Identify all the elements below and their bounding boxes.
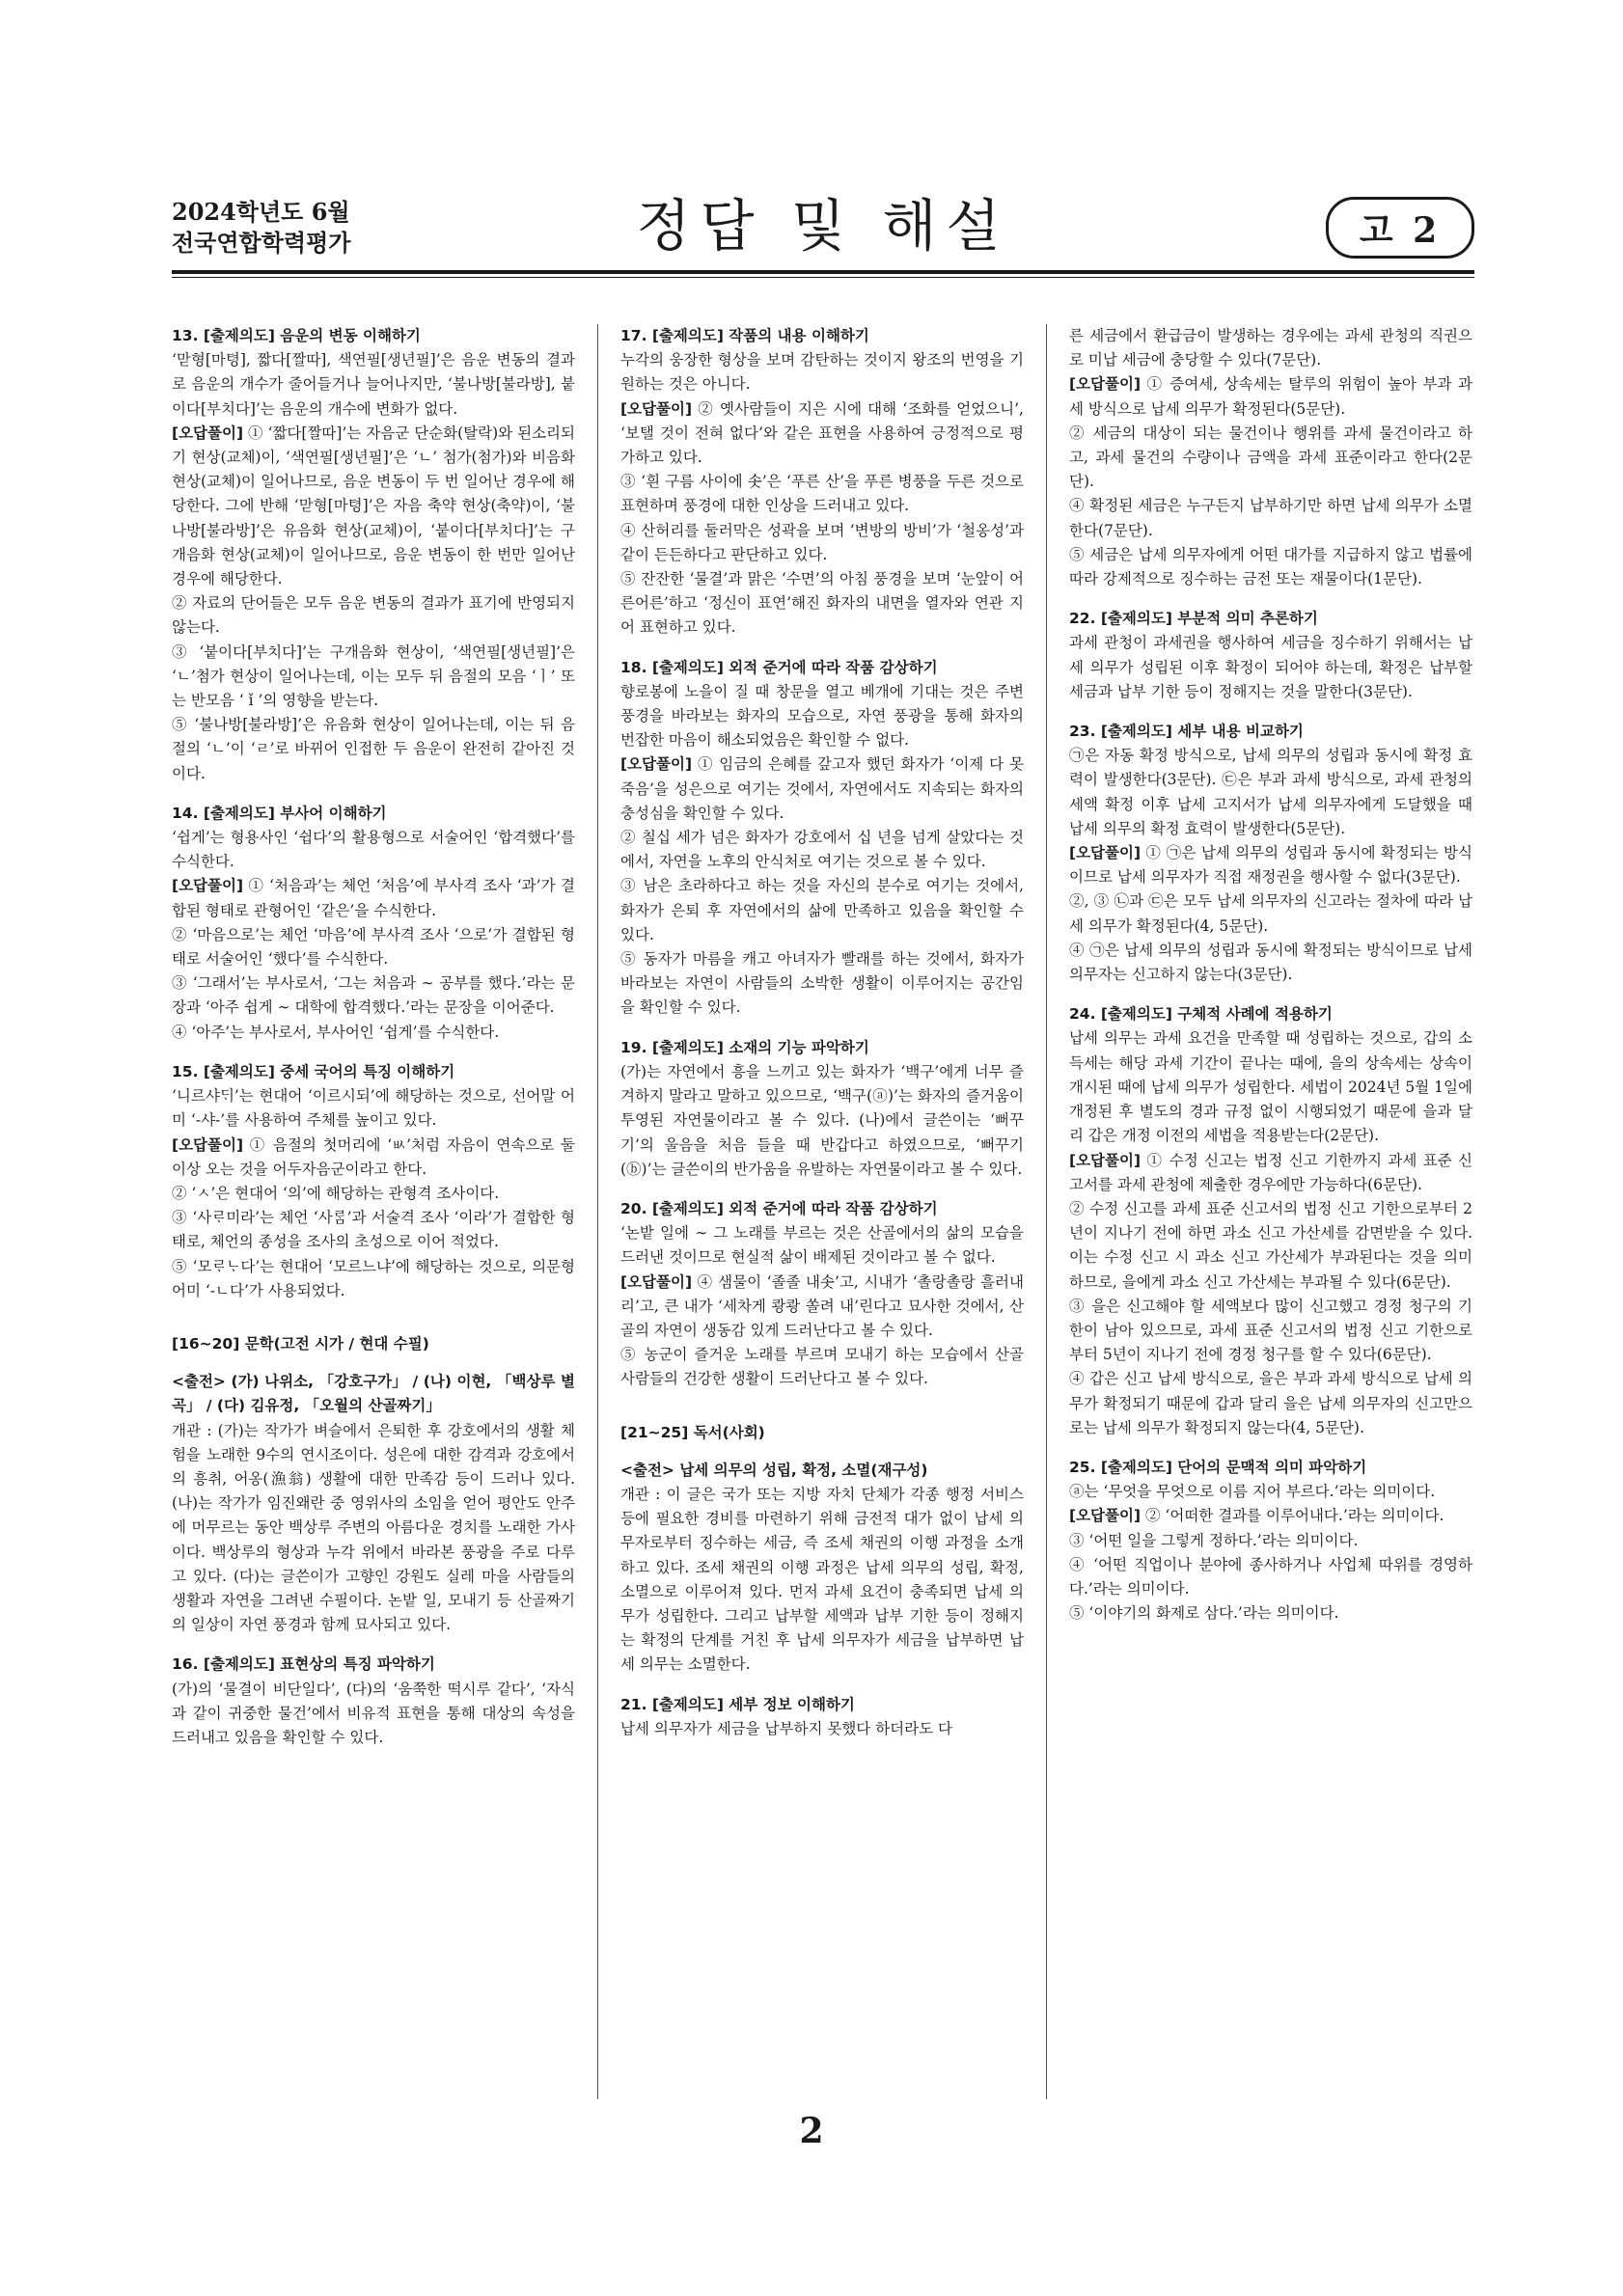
- column-divider: [1046, 324, 1047, 2099]
- paragraph-text: ① 수정 신고는 법정 신고 기한까지 과세 표준 신고서를 과세 관청에 제출한 경우에만 가능하다(6문단).: [1069, 1151, 1472, 1193]
- answer-columns: [172, 324, 1474, 2061]
- wrong-answer-label: [오답풀이]: [172, 877, 244, 895]
- explanation-paragraph: [1069, 889, 1472, 938]
- paragraph-text: ⑤ 동자가 마름을 캐고 아녀자가 빨래를 하는 것에서, 화자가 바라보는 자연이 사람들의 소박한 생활이 이루어지는 공간임을 확인할 수 있다.: [620, 950, 1024, 1017]
- explanation-paragraph: [1069, 1197, 1472, 1295]
- paragraph-text: ② 수정 신고를 과세 표준 신고서의 법정 신고 기한으로부터 2년이 지나기 전에 하면 과소 신고 가산세를 감면받을 수 있다. 이는 수정 신고 시 과소 신고 가산세가 부과된다는 것을 의미하므로, 을에게 과소 신고 가산세는 부과될 수 있다(6문단).: [1069, 1199, 1472, 1291]
- paragraph-text: ① 음절의 첫머리에 ‘ㅄ’처럼 자음이 연속으로 둘 이상 오는 것을 어두자음군이라고 한다.: [172, 1135, 575, 1178]
- explanation-paragraph: [1069, 422, 1472, 495]
- wrong-answer-label: [오답풀이]: [620, 755, 693, 774]
- paragraph-text: ② 세금의 대상이 되는 물건이나 행위를 과세 물건이라고 하고, 과세 물건의 수량이나 금액을 과세 표준이라고 한다(2문단).: [1069, 424, 1472, 491]
- page-title: 정답 및 해설: [636, 193, 1010, 259]
- explanation-paragraph: [1069, 1295, 1472, 1368]
- explanation-paragraph: [172, 923, 575, 971]
- answer-section: [620, 1459, 1024, 1678]
- paragraph-text: 누각의 웅장한 형상을 보며 감탄하는 것이지 왕조의 번영을 기원하는 것은 아니다.: [620, 351, 1024, 394]
- header-rule-thin: [172, 277, 1474, 278]
- column-3: [1069, 324, 1472, 1641]
- explanation-paragraph: [1069, 1529, 1472, 1553]
- paragraph-text: ④ ‘아주’는 부사로서, 부사어인 ‘쉽게’를 수식한다.: [172, 1023, 500, 1041]
- paragraph-text: ⑤ ‘이야기의 화제로 삼다.’라는 의미이다.: [1069, 1604, 1339, 1623]
- explanation-paragraph: [620, 567, 1024, 641]
- question-heading: 14. [출제의도] 부사어 이해하기: [172, 804, 387, 822]
- explanation-paragraph: [172, 1134, 575, 1182]
- question-heading: 23. [출제의도] 세부 내용 비교하기: [1069, 723, 1304, 741]
- section-divider-heading: [21~25] 독서(사회): [620, 1423, 765, 1441]
- answer-section: [172, 1060, 575, 1303]
- explanation-paragraph: [620, 397, 1024, 471]
- explanation-paragraph: [172, 641, 575, 714]
- paragraph-text: 납세 의무자가 세금을 납부하지 못했다 하더라도 다: [620, 1719, 952, 1737]
- question-heading: 22. [출제의도] 부분적 의미 추론하기: [1069, 610, 1318, 628]
- explanation-paragraph: [172, 1678, 575, 1751]
- question-heading: 24. [출제의도] 구체적 사례에 적용하기: [1069, 1005, 1333, 1024]
- answer-section: [620, 324, 1024, 641]
- answer-section: [172, 802, 575, 1045]
- wrong-answer-label: [오답풀이]: [172, 1135, 244, 1154]
- explanation-paragraph: [1069, 1504, 1472, 1528]
- explanation-paragraph: [1069, 494, 1472, 542]
- paragraph-text: ‘맏형[마텽], 짧다[짤따], 색연필[생년필]’은 음운 변동의 결과로 음운의 개수가 줄어들거나 늘어나지만, ‘불나방[불라방], 붙이다[부치다]’는 음운의 개수에 변화가 없다.: [172, 351, 575, 418]
- paragraph-text: ⑤ 세금은 납세 의무자에게 어떤 대가를 지급하지 않고 법률에 따라 강제적으로 징수하는 금전 또는 재물이다(1문단).: [1069, 545, 1472, 588]
- explanation-paragraph: [172, 713, 575, 786]
- column-divider: [597, 324, 598, 2099]
- explanation-paragraph: [1069, 1026, 1472, 1148]
- paragraph-text: ① 임금의 은혜를 갚고자 했던 화자가 ‘이제 다 못 죽음’을 성은으로 여기는 것에서, 자연에서도 지속되는 화자의 충성심을 확인할 수 있다.: [620, 755, 1024, 822]
- wrong-answer-label: [오답풀이]: [1069, 1507, 1142, 1525]
- explanation-paragraph: [620, 1221, 1024, 1270]
- explanation-paragraph: [172, 1084, 575, 1133]
- exam-year: 2024학년도 6월: [172, 198, 350, 226]
- wrong-answer-label: [오답풀이]: [620, 399, 693, 418]
- explanation-paragraph: [172, 1182, 575, 1206]
- answer-section: [620, 656, 1024, 1021]
- explanation-paragraph: [620, 470, 1024, 518]
- paragraph-text: ⑤ ‘불나방[불라방]’은 유음화 현상이 일어나는데, 이는 뒤 음절의 ‘ㄴ’이 ‘ㄹ’로 바뀌어 인접한 두 음운이 완전히 같아진 것이다.: [172, 716, 575, 782]
- question-heading: 19. [출제의도] 소재의 기능 파악하기: [620, 1038, 869, 1056]
- explanation-paragraph: [172, 422, 575, 591]
- question-heading: 21. [출제의도] 세부 정보 이해하기: [620, 1695, 855, 1713]
- explanation-paragraph: [172, 1021, 575, 1045]
- explanation-paragraph: [620, 1717, 1024, 1741]
- paragraph-text: ① ‘짧다[짤따]’는 자음군 단순화(탈락)와 된소리되기 현상(교체)이, ‘색연필[생년필]’은 ‘ㄴ’ 첨가(첨가)와 비음화 현상(교체)이 일어나므로, 음운 변동이 두 번 일어난 경우에 해당한다. 그에 반해 ‘맏형[마텽]’은 자음 축약 현상(축약)이, ‘불나방[불라방]’은 유음화 현상(교체)이, ‘붙이다[부치다]’는 구개음화 현상(교체)이 일어나므로, 음운 변동이 한 번만 일어난 경우에 해당한다.: [172, 424, 575, 588]
- paragraph-text: 납세 의무는 과세 요건을 만족할 때 성립하는 것으로, 갑의 소득세는 해당 과세 기간이 끝나는 때에, 을의 상속세는 상속이 개시된 때에 납세 의무가 성립한다. 세법이 2024년 5월 1일에 개정된 후 별도의 경과 규정 없이 시행되었기 때문에 을과 달리 갑은 개정 이전의 세법을 적용받는다(2문단).: [1069, 1029, 1472, 1145]
- paragraph-text: ③ 을은 신고해야 할 세액보다 많이 신고했고 경정 청구의 기한이 남아 있으므로, 과세 표준 신고서의 법정 신고 기한으로부터 5년이 지나기 전에 경정 청구를 할 수 있다(6문단).: [1069, 1297, 1472, 1364]
- explanation-paragraph: [172, 348, 575, 422]
- wrong-answer-label: [오답풀이]: [1069, 844, 1142, 862]
- question-heading: 16. [출제의도] 표현상의 특징 파악하기: [172, 1655, 435, 1674]
- paragraph-text: ③ ‘어떤 일을 그렇게 정하다.’라는 의미이다.: [1069, 1531, 1359, 1549]
- explanation-paragraph: [1069, 939, 1472, 987]
- explanation-paragraph: [172, 1419, 575, 1638]
- explanation-paragraph: [620, 1271, 1024, 1344]
- paragraph-text: 향로봉에 노을이 질 때 창문을 열고 베개에 기대는 것은 주변 풍경을 바라보는 화자의 모습으로, 자연 풍광을 통해 화자의 번잡한 마음이 해소되었음은 확인할 수 없다.: [620, 682, 1024, 750]
- question-heading: 17. [출제의도] 작품의 내용 이해하기: [620, 327, 869, 344]
- paragraph-text: 과세 관청이 과세권을 행사하여 세금을 징수하기 위해서는 납세 의무가 성립된 이후 확정이 되어야 하는데, 확정은 납부할 세금과 납부 기한 등이 정해지는 것을 말한다(3문단).: [1069, 634, 1472, 700]
- paragraph-text: ④ 확정된 세금은 누구든지 납부하기만 하면 납세 의무가 소멸한다(7문단).: [1069, 497, 1472, 539]
- explanation-paragraph: [172, 971, 575, 1020]
- paragraph-text: (가)는 자연에서 흥을 느끼고 있는 화자가 ‘백구’에게 너무 즐겨하지 말라고 말하고 있으므로, ‘백구(ⓐ)’는 화자의 즐거움이 투영된 자연물이라고 볼 수 있다. (나)에서 글쓴이는 ‘뻐꾸기’의 울음을 처음 들을 때 반갑다고 하였으므로, ‘뻐꾸기(ⓑ)’는 글쓴이의 반가움을 유발하는 자연물이라고 볼 수 있다.: [620, 1062, 1024, 1178]
- answer-section: [1069, 720, 1472, 987]
- explanation-paragraph: [1069, 543, 1472, 591]
- question-heading: 13. [출제의도] 음운의 변동 이해하기: [172, 327, 421, 344]
- paragraph-text: ⑤ 잔잔한 ‘물결’과 맑은 ‘수면’의 아침 풍경을 보며 ‘눈앞이 어른어른’하고 ‘정신이 표연’해진 화자의 내면을 열자와 연관 지어 표현하고 있다.: [620, 570, 1024, 637]
- paragraph-text: 개관 : 이 글은 국가 또는 지방 자치 단체가 각종 행정 서비스 등에 필요한 경비를 마련하기 위해 금전적 대가 없이 납세 의무자로부터 징수하는 세금, 즉 조세 채권의 이행 과정을 소개하고 있다. 조세 채권의 이행 과정은 납세 의무의 성립, 확정, 소멸으로 이루어져 있다. 먼저 과세 요건이 충족되면 납세 의무가 성립한다. 그리고 납부할 세액과 납부 기한 등이 정해지는 확정의 단계를 거친 후 납세 의무자가 세금을 납부하면 납세 의무는 소멸한다.: [620, 1485, 1024, 1674]
- paragraph-text: ② ‘마음으로’는 체언 ‘마음’에 부사격 조사 ‘으로’가 결합된 형태로 서술어인 ‘했다’를 수식한다.: [172, 925, 575, 969]
- paragraph-text: ③ ‘사ᄅᆞ미라’는 체언 ‘사ᄅᆞᆷ’과 서술격 조사 ‘이라’가 결합한 형태로, 체언의 종성을 조사의 초성으로 이어 적었다.: [172, 1209, 575, 1251]
- paragraph-text: 른 세금에서 환급금이 발생하는 경우에는 과세 관청의 직권으로 미납 세금에 충당할 수 있다(7문단).: [1069, 327, 1472, 369]
- paragraph-text: ‘쉽게’는 형용사인 ‘쉽다’의 활용형으로 서술어인 ‘합격했다’를 수식한다.: [172, 829, 575, 871]
- paragraph-text: ④ 산허리를 둘러막은 성곽을 보며 ‘변방의 방비’가 ‘철옹성’과 같이 든든하다고 판단하고 있다.: [620, 521, 1024, 563]
- explanation-paragraph: [1069, 841, 1472, 889]
- wrong-answer-label: [오답풀이]: [620, 1272, 693, 1291]
- answer-section: [1069, 1002, 1472, 1440]
- explanation-paragraph: [620, 1343, 1024, 1391]
- paragraph-text: ② 자료의 단어들은 모두 음운 변동의 결과가 표기에 반영되지 않는다.: [172, 594, 575, 637]
- question-heading: 20. [출제의도] 외적 준거에 따라 작품 감상하기: [620, 1199, 938, 1217]
- explanation-paragraph: [172, 874, 575, 922]
- paragraph-text: ⓐ는 ‘무엇을 무엇으로 이름 지어 부르다.’라는 의미이다.: [1069, 1483, 1436, 1501]
- explanation-paragraph: [172, 1206, 575, 1254]
- explanation-paragraph: [620, 680, 1024, 753]
- grade-badge: 고 2: [1326, 197, 1474, 259]
- paragraph-text: ② ‘어떠한 결과를 이루어내다.’라는 의미이다.: [1141, 1507, 1444, 1525]
- paragraph-text: ②, ③ ㉡과 ㉢은 모두 납세 의무자의 신고라는 절차에 따라 납세 의무가 확정된다(4, 5문단).: [1069, 892, 1472, 935]
- source-citation: <출전> (가) 나위소, 「강호구가」 / (나) 이현, 「백상루 별곡」 / (다) 김유정, 「오월의 산골짜기」: [172, 1373, 575, 1415]
- answer-section: [172, 1370, 575, 1637]
- page-header: [172, 189, 1474, 276]
- page-number: 2: [799, 2111, 824, 2151]
- paragraph-text: ① ‘처음과’는 체언 ‘처음’에 부사격 조사 ‘과’가 결합된 형태로 관형어인 ‘같은’을 수식한다.: [172, 877, 575, 919]
- answer-section: [172, 1653, 575, 1750]
- answer-section: [620, 1197, 1024, 1392]
- section-divider-heading: [16~20] 문학(고전 시가 / 현대 수필): [172, 1334, 429, 1353]
- paragraph-text: ① 증여세, 상속세는 탈루의 위험이 높아 부과 과세 방식으로 납세 의무가 확정된다(5문단).: [1069, 375, 1472, 418]
- paragraph-text: ③ ‘흰 구름 사이에 솟’은 ‘푸른 산’을 푸른 병풍을 두른 것으로 표현하며 풍경에 대한 인상을 드러내고 있다.: [620, 473, 1024, 515]
- explanation-paragraph: [620, 752, 1024, 826]
- explanation-paragraph: [620, 826, 1024, 874]
- answer-section: [1069, 1456, 1472, 1626]
- exam-name: 전국연합학력평가: [172, 229, 351, 257]
- explanation-paragraph: [1069, 1149, 1472, 1197]
- explanation-paragraph: [620, 947, 1024, 1021]
- paragraph-text: ② ‘ㅅ’은 현대어 ‘의’에 해당하는 관형격 조사이다.: [172, 1184, 500, 1202]
- paragraph-text: ⑤ 농군이 즐거운 노래를 부르며 모내기 하는 모습에서 산골 사람들의 건강한 생활이 드러난다고 볼 수 있다.: [620, 1346, 1024, 1388]
- explanation-paragraph: [172, 1255, 575, 1303]
- paragraph-text: ‘니르샤ᄃᆡ’는 현대어 ‘이르시되’에 해당하는 것으로, 선어말 어미 ‘-샤-’를 사용하여 주체를 높이고 있다.: [172, 1087, 575, 1130]
- paragraph-text: ③ ‘붙이다[부치다]’는 구개음화 현상이, ‘색연필[생년필]’은 ‘ㄴ’첨가 현상이 일어나는데, 이는 모두 뒤 음절의 모음 ‘ㅣ’ 또는 반모음 ‘ ǐ ’의 영향을 받는다.: [172, 642, 575, 710]
- question-heading: 25. [출제의도] 단어의 문맥적 의미 파악하기: [1069, 1458, 1367, 1476]
- explanation-paragraph: [1069, 1367, 1472, 1440]
- paragraph-text: ④ ‘어떤 직업이나 분야에 종사하거나 사업체 따위를 경영하다.’라는 의미이다.: [1069, 1555, 1472, 1598]
- source-citation: <출전> 납세 의무의 성립, 확정, 소멸(재구성): [620, 1461, 928, 1479]
- explanation-paragraph: [1069, 324, 1472, 372]
- explanation-paragraph: [1069, 1553, 1472, 1601]
- wrong-answer-label: [오답풀이]: [172, 424, 244, 442]
- explanation-paragraph: [1069, 631, 1472, 704]
- explanation-paragraph: [620, 1060, 1024, 1182]
- explanation-paragraph: [620, 1483, 1024, 1678]
- answer-section: [620, 1036, 1024, 1182]
- answer-section: [1069, 607, 1472, 704]
- paragraph-text: ② 옛사람들이 지은 시에 대해 ‘조화를 얻었으니’, ‘보탤 것이 전혀 없다’와 같은 표현을 사용하여 긍정적으로 평가하고 있다.: [620, 399, 1024, 467]
- header-rule-thick: [172, 270, 1474, 274]
- question-heading: 15. [출제의도] 중세 국어의 특징 이해하기: [172, 1062, 455, 1080]
- wrong-answer-label: [오답풀이]: [1069, 375, 1142, 394]
- explanation-paragraph: [1069, 744, 1472, 841]
- explanation-paragraph: [620, 519, 1024, 567]
- answer-section: [1069, 324, 1472, 591]
- paragraph-text: ‘논밭 일에 ∼ 그 노래를 부르는 것은 산골에서의 삶의 모습을 드러낸 것이므로 현실적 삶이 배제된 것이라고 볼 수 없다.: [620, 1224, 1024, 1267]
- explanation-paragraph: [172, 826, 575, 874]
- paragraph-text: ④ 갑은 신고 납세 방식으로, 을은 부과 과세 방식으로 납세 의무가 확정되기 때문에 갑과 달리 을은 납세 의무자의 신고만으로는 납세 의무가 확정되지 않는다(4, 5문단).: [1069, 1370, 1472, 1436]
- paragraph-text: ③ ‘그래서’는 부사로서, ‘그는 처음과 ∼ 공부를 했다.’라는 문장과 ‘아주 쉽게 ∼ 대학에 합격했다.’라는 문장을 이어준다.: [172, 974, 575, 1017]
- paragraph-text: ② 칠십 세가 넘은 화자가 강호에서 십 년을 넘게 살았다는 것에서, 자연을 노후의 안식처로 여기는 것으로 볼 수 있다.: [620, 829, 1024, 871]
- explanation-paragraph: [1069, 1480, 1472, 1504]
- column-1: [172, 324, 575, 1765]
- explanation-paragraph: [1069, 1601, 1472, 1626]
- explanation-paragraph: [620, 874, 1024, 947]
- wrong-answer-label: [오답풀이]: [1069, 1151, 1142, 1169]
- paragraph-text: ① ㉠은 납세 의무의 성립과 동시에 확정되는 방식이므로 납세 의무자가 직접 재정권을 행사할 수 없다(3문단).: [1069, 844, 1472, 887]
- answer-section: [172, 324, 575, 786]
- paragraph-text: ⑤ ‘모ᄅᆞᄂᆞ다’는 현대어 ‘모르느냐’에 해당하는 것으로, 의문형 어미 ‘-ㄴ다’가 사용되었다.: [172, 1257, 575, 1299]
- paragraph-text: ④ 샘물이 ‘졸졸 내솟’고, 시내가 ‘촐랑촐랑 흘러내리’고, 큰 내가 ‘세차게 쾅쾅 쏠려 내’린다고 묘사한 것에서, 산골의 자연이 생동감 있게 드러난다고 볼 수 있다.: [620, 1272, 1024, 1339]
- paragraph-text: 개관 : (가)는 작가가 벼슬에서 은퇴한 후 강호에서의 생활 체험을 노래한 9수의 연시조이다. 성은에 대한 감격과 강호에서의 흥취, 어옹(漁翁) 생활에 대한 만족감 등이 드러나 있다. (나)는 작가가 임진왜란 중 영위사의 소임을 얻어 평안도 안주에 머무르는 동안 백상루 주변의 아름다운 경치를 노래한 가사이다. 백상루의 형상과 누각 위에서 바라본 풍광을 주로 다루고 있다. (다)는 글쓴이가 고향인 강원도 실레 마을 사람들의 생활과 자연을 그려낸 수필이다. 논밭 일, 모내기 등 산골짜기의 일상이 자연 풍경과 함께 묘사되고 있다.: [172, 1421, 575, 1634]
- answer-section: [620, 1693, 1024, 1741]
- paragraph-text: ㉠은 자동 확정 방식으로, 납세 의무의 성립과 동시에 확정 효력이 발생한다(3문단). ㉢은 부과 과세 방식으로, 과세 관청의 세액 확정 이후 납세 고지서가 납세 의무자에게 도달했을 때 납세 의무의 확정 효력이 발생한다(5문단).: [1069, 747, 1472, 837]
- column-2: [620, 324, 1024, 1757]
- paragraph-text: (가)의 ‘물결이 비단일다’, (다)의 ‘움쭉한 떡시루 같다’, ‘자식과 같이 귀중한 물건’에서 비유적 표현을 통해 대상의 속성을 드러내고 있음을 확인할 수 있다.: [172, 1680, 575, 1746]
- explanation-paragraph: [172, 591, 575, 640]
- question-heading: 18. [출제의도] 외적 준거에 따라 작품 감상하기: [620, 658, 938, 676]
- paragraph-text: ③ 남은 초라하다고 하는 것을 자신의 분수로 여기는 것에서, 화자가 은퇴 후 자연에서의 삶에 만족하고 있음을 확인할 수 있다.: [620, 877, 1024, 943]
- explanation-paragraph: [620, 348, 1024, 396]
- explanation-paragraph: [1069, 372, 1472, 421]
- paragraph-text: ④ ㉠은 납세 의무의 성립과 동시에 확정되는 방식이므로 납세 의무자는 신고하지 않는다(3문단).: [1069, 941, 1472, 984]
